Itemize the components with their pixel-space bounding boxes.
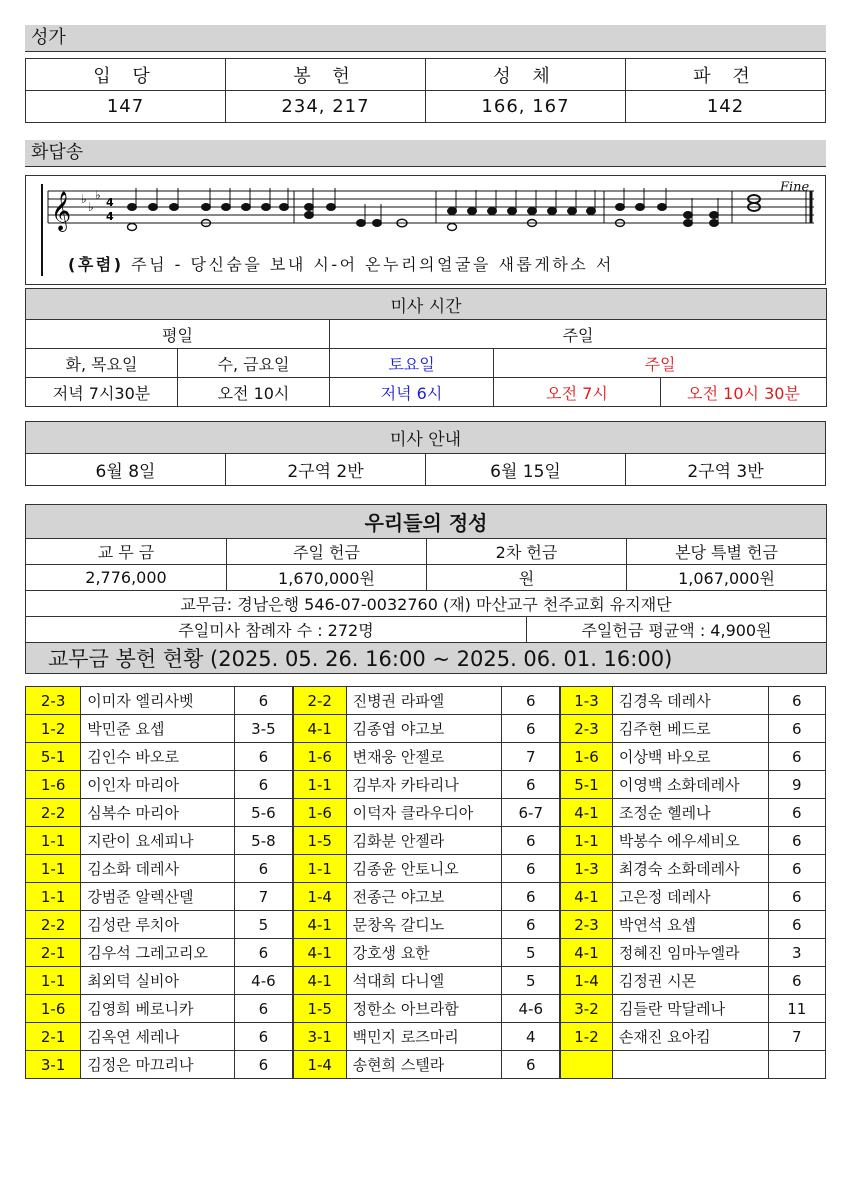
district-cell: 4-1 (560, 939, 612, 967)
months-cell: 9 (768, 771, 825, 799)
months-cell: 5-6 (235, 799, 293, 827)
months-cell: 6 (768, 715, 825, 743)
months-cell: 6 (502, 855, 560, 883)
months-cell: 6 (502, 883, 560, 911)
district-cell: 1-6 (26, 995, 81, 1023)
mass-guide-table (25, 421, 826, 486)
months-cell: 6 (235, 1023, 293, 1051)
guide-group-2: 2구역 3반 (626, 454, 826, 486)
member-name-cell: 김정은 마끄리나 (81, 1051, 235, 1079)
member-name-cell: 고은정 데레사 (612, 883, 768, 911)
district-cell: 2-1 (26, 939, 81, 967)
district-cell: 4-1 (293, 911, 346, 939)
months-cell (768, 1051, 825, 1079)
offering-value-special: 1,067,000원 (627, 565, 827, 591)
table-row (26, 883, 826, 911)
hymn-value-communion: 166, 167 (426, 91, 626, 123)
hymn-value-recessional: 142 (626, 91, 826, 123)
table-row (26, 799, 826, 827)
months-cell: 6 (235, 939, 293, 967)
refrain-text: 주님 - 당신숨을 보내 시-어 온누리의얼굴을 새롭게하소 서 (131, 255, 614, 274)
months-cell: 6 (235, 687, 293, 715)
months-cell: 6 (235, 855, 293, 883)
member-name-cell: 이미자 엘리사벳 (81, 687, 235, 715)
district-cell: 4-1 (293, 939, 346, 967)
dues-table (25, 686, 826, 1079)
hymn-value-offertory: 234, 217 (226, 91, 426, 123)
day-sunday: 주일 (494, 349, 827, 378)
hymn-header-offertory: 봉 헌 (226, 59, 426, 91)
months-cell: 7 (235, 883, 293, 911)
district-cell (560, 1051, 612, 1079)
member-name-cell: 이상백 바오로 (612, 743, 768, 771)
member-name-cell: 강범준 알렉산델 (81, 883, 235, 911)
attendance-count: 주일미사 참례자 수 : 272명 (26, 617, 527, 643)
district-cell: 2-2 (26, 799, 81, 827)
offering-value-dues: 2,776,000 (26, 565, 227, 591)
hymn-header-entrance: 입 당 (26, 59, 226, 91)
district-cell: 1-2 (26, 715, 81, 743)
treble-clef-icon: 𝄞 (51, 191, 72, 231)
table-row (26, 1051, 826, 1079)
months-cell: 6 (502, 827, 560, 855)
member-name-cell: 박봉수 에우세비오 (612, 827, 768, 855)
member-name-cell: 박연석 요셉 (612, 911, 768, 939)
member-name-cell: 최외덕 실비아 (81, 967, 235, 995)
time-wed-fri: 오전 10시 (178, 378, 330, 407)
member-name-cell: 최경숙 소화데레사 (612, 855, 768, 883)
months-cell: 4-6 (235, 967, 293, 995)
table-row (26, 911, 826, 939)
day-saturday: 토요일 (330, 349, 494, 378)
member-name-cell: 김성란 루치아 (81, 911, 235, 939)
table-row (26, 715, 826, 743)
months-cell: 6 (235, 1051, 293, 1079)
member-name-cell: 전종근 야고보 (346, 883, 502, 911)
months-cell: 6 (235, 995, 293, 1023)
district-cell: 1-2 (560, 1023, 612, 1051)
member-name-cell: 김정권 시몬 (612, 967, 768, 995)
member-name-cell: 김영희 베로니카 (81, 995, 235, 1023)
member-name-cell: 김주현 베드로 (612, 715, 768, 743)
district-cell: 3-1 (26, 1051, 81, 1079)
table-row (26, 771, 826, 799)
refrain-label: (후렴) (68, 255, 124, 274)
mass-times-title: 미사 시간 (26, 289, 827, 320)
member-name-cell: 김들란 막달레나 (612, 995, 768, 1023)
member-name-cell: 김우석 그레고리오 (81, 939, 235, 967)
fine-marking: Fine (780, 180, 810, 195)
district-cell: 2-2 (293, 687, 346, 715)
district-cell: 1-1 (293, 771, 346, 799)
district-cell: 4-1 (293, 967, 346, 995)
member-name-cell: 석대희 다니엘 (346, 967, 502, 995)
months-cell: 6 (235, 743, 293, 771)
table-row (26, 687, 826, 715)
dues-status-title: 교무금 봉헌 현황 (2025. 05. 26. 16:00 ~ 2025. 06. 01. 16:00) (26, 643, 827, 674)
table-row (26, 743, 826, 771)
member-name-cell: 문창옥 갈디노 (346, 911, 502, 939)
offering-title: 우리들의 정성 (26, 505, 827, 539)
member-name-cell: 박민준 요셉 (81, 715, 235, 743)
weekday-label: 평일 (26, 320, 330, 349)
district-cell: 2-1 (26, 1023, 81, 1051)
time-tue-thu: 저녁 7시30분 (26, 378, 178, 407)
mass-times-table (25, 288, 827, 407)
district-cell: 2-3 (560, 911, 612, 939)
months-cell: 6 (768, 743, 825, 771)
district-cell: 1-6 (293, 743, 346, 771)
months-cell: 7 (502, 743, 560, 771)
member-name-cell: 변재웅 안젤로 (346, 743, 502, 771)
hymn-header-recessional: 파 견 (626, 59, 826, 91)
months-cell: 3 (768, 939, 825, 967)
sunday-label: 주일 (330, 320, 827, 349)
psalm-refrain-lyrics (68, 252, 614, 275)
district-cell: 1-1 (293, 855, 346, 883)
months-cell: 5 (502, 967, 560, 995)
table-row (26, 995, 826, 1023)
member-name-cell: 김화분 안젤라 (346, 827, 502, 855)
table-row (26, 939, 826, 967)
months-cell: 5-8 (235, 827, 293, 855)
offering-header-special: 본당 특별 헌금 (627, 539, 827, 565)
months-cell: 6 (768, 687, 825, 715)
district-cell: 1-5 (293, 827, 346, 855)
district-cell: 4-1 (560, 883, 612, 911)
months-cell: 6 (502, 715, 560, 743)
member-name-cell: 김부자 카타리나 (346, 771, 502, 799)
months-cell: 6 (768, 855, 825, 883)
district-cell: 1-3 (560, 855, 612, 883)
table-row (26, 1023, 826, 1051)
district-cell: 1-1 (26, 967, 81, 995)
months-cell: 6 (768, 967, 825, 995)
member-name-cell: 이덕자 클라우디아 (346, 799, 502, 827)
member-name-cell: 백민지 로즈마리 (346, 1023, 502, 1051)
district-cell: 2-2 (26, 911, 81, 939)
months-cell: 6 (768, 911, 825, 939)
district-cell: 1-1 (26, 855, 81, 883)
district-cell: 3-2 (560, 995, 612, 1023)
svg-text:4: 4 (106, 210, 114, 223)
member-name-cell (612, 1051, 768, 1079)
months-cell: 6-7 (502, 799, 560, 827)
member-name-cell: 송현희 스텔라 (346, 1051, 502, 1079)
member-name-cell: 김경옥 데레사 (612, 687, 768, 715)
months-cell: 6 (502, 911, 560, 939)
psalm-section-title: 화답송 (25, 140, 826, 167)
member-name-cell: 강호생 요한 (346, 939, 502, 967)
district-cell: 1-6 (293, 799, 346, 827)
svg-text:♭: ♭ (95, 188, 101, 202)
svg-text:♭: ♭ (88, 200, 94, 214)
months-cell: 5 (235, 911, 293, 939)
district-cell: 1-6 (560, 743, 612, 771)
member-name-cell: 진병권 라파엘 (346, 687, 502, 715)
member-name-cell: 손재진 요아킴 (612, 1023, 768, 1051)
member-name-cell: 김소화 데레사 (81, 855, 235, 883)
average-offering: 주일헌금 평균액 : 4,900원 (527, 617, 827, 643)
months-cell: 5 (502, 939, 560, 967)
months-cell: 6 (768, 883, 825, 911)
months-cell: 4-6 (502, 995, 560, 1023)
district-cell: 1-4 (560, 967, 612, 995)
months-cell: 6 (768, 799, 825, 827)
table-row (26, 967, 826, 995)
member-name-cell: 조정순 헬레나 (612, 799, 768, 827)
district-cell: 1-1 (26, 883, 81, 911)
district-cell: 4-1 (293, 715, 346, 743)
district-cell: 1-5 (293, 995, 346, 1023)
district-cell: 3-1 (293, 1023, 346, 1051)
member-name-cell: 정한소 아브라함 (346, 995, 502, 1023)
months-cell: 6 (768, 827, 825, 855)
offering-header-dues: 교 무 금 (26, 539, 227, 565)
member-name-cell: 이인자 마리아 (81, 771, 235, 799)
district-cell: 5-1 (560, 771, 612, 799)
months-cell: 6 (235, 771, 293, 799)
months-cell: 6 (502, 1051, 560, 1079)
time-sunday-early: 오전 7시 (494, 378, 661, 407)
months-cell: 11 (768, 995, 825, 1023)
bank-info: 교무금: 경남은행 546-07-0032760 (재) 마산교구 천주교회 유지재단 (26, 591, 827, 617)
district-cell: 1-3 (560, 687, 612, 715)
offering-header-sunday: 주일 헌금 (227, 539, 427, 565)
district-cell: 1-6 (26, 771, 81, 799)
district-cell: 1-1 (26, 827, 81, 855)
member-name-cell: 김인수 바오로 (81, 743, 235, 771)
day-wed-fri: 수, 금요일 (178, 349, 330, 378)
guide-group-1: 2구역 2반 (226, 454, 426, 486)
months-cell: 3-5 (235, 715, 293, 743)
offering-value-second: 원 (427, 565, 627, 591)
hymns-section-title: 성가 (25, 25, 826, 52)
member-name-cell: 정혜진 임마누엘라 (612, 939, 768, 967)
svg-text:♭: ♭ (81, 192, 87, 206)
guide-date-2: 6월 15일 (426, 454, 626, 486)
hymn-value-entrance: 147 (26, 91, 226, 123)
offering-table (25, 504, 827, 674)
months-cell: 4 (502, 1023, 560, 1051)
hymn-header-communion: 성 체 (426, 59, 626, 91)
district-cell: 1-4 (293, 1051, 346, 1079)
district-cell: 5-1 (26, 743, 81, 771)
member-name-cell: 심복수 마리아 (81, 799, 235, 827)
member-name-cell: 김종엽 야고보 (346, 715, 502, 743)
mass-guide-title: 미사 안내 (26, 422, 826, 454)
svg-text:4: 4 (106, 196, 114, 209)
district-cell: 1-4 (293, 883, 346, 911)
guide-date-1: 6월 8일 (26, 454, 226, 486)
months-cell: 6 (502, 771, 560, 799)
district-cell: 2-3 (26, 687, 81, 715)
district-cell: 4-1 (560, 799, 612, 827)
hymns-table (25, 58, 826, 123)
time-saturday: 저녁 6시 (330, 378, 494, 407)
months-cell: 6 (502, 687, 560, 715)
time-sunday-late: 오전 10시 30분 (661, 378, 827, 407)
dues-table-body (26, 687, 826, 1079)
member-name-cell: 김종윤 안토니오 (346, 855, 502, 883)
offering-header-second: 2차 헌금 (427, 539, 627, 565)
day-tue-thu: 화, 목요일 (26, 349, 178, 378)
district-cell: 2-3 (560, 715, 612, 743)
offering-value-sunday: 1,670,000원 (227, 565, 427, 591)
table-row (26, 855, 826, 883)
member-name-cell: 이영백 소화데레사 (612, 771, 768, 799)
months-cell: 7 (768, 1023, 825, 1051)
table-row (26, 827, 826, 855)
district-cell: 1-1 (560, 827, 612, 855)
member-name-cell: 김옥연 세레나 (81, 1023, 235, 1051)
member-name-cell: 지란이 요세피나 (81, 827, 235, 855)
